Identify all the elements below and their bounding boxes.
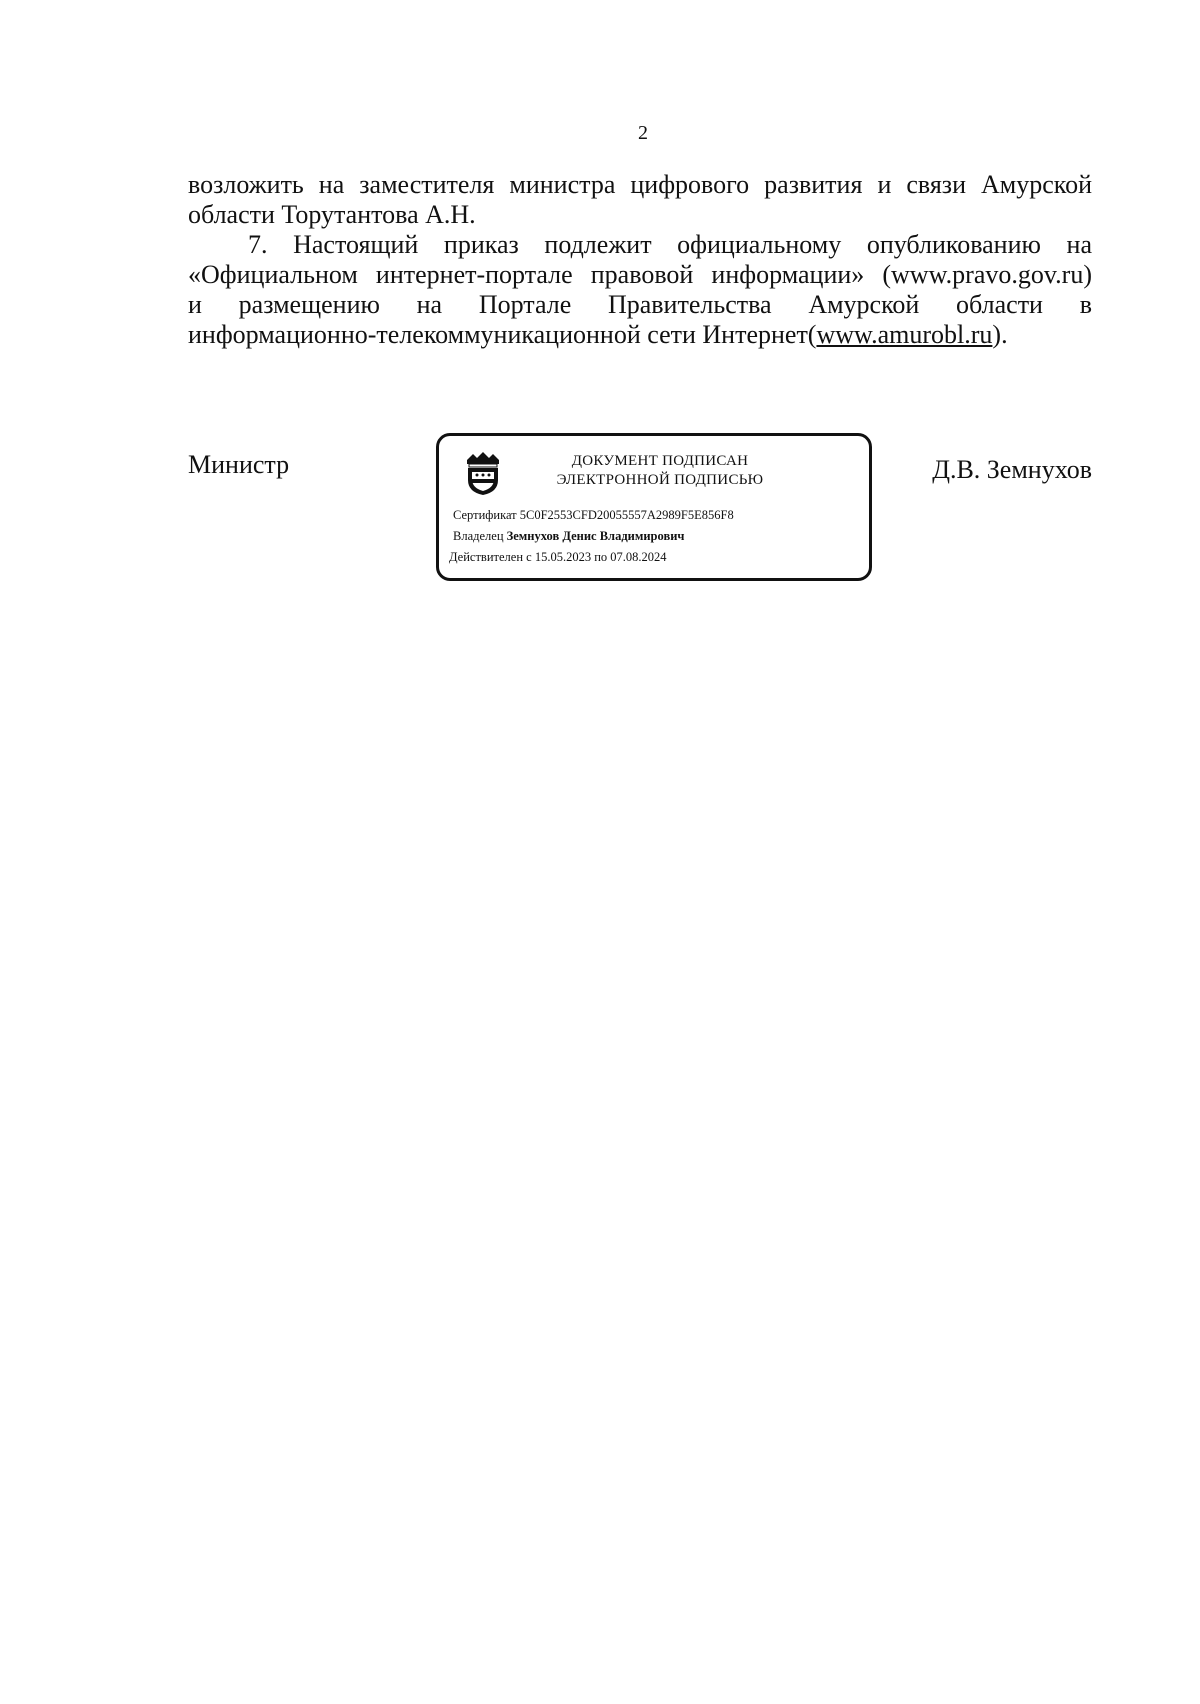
paragraph-7-line-3: и размещению на Портале Правительства Амурской области в xyxy=(188,290,1092,319)
owner-label: Владелец xyxy=(453,529,504,543)
certificate-value: 5C0F2553CFD20055557A2989F5E856F8 xyxy=(519,508,734,522)
amur-oblast-coat-of-arms-icon xyxy=(463,450,503,496)
stamp-heading xyxy=(535,452,785,490)
stamp-validity-row xyxy=(449,550,667,565)
line-4-suffix: ). xyxy=(992,320,1008,349)
amurobl-link[interactable]: www.amurobl.ru xyxy=(816,320,993,349)
paragraph-1-line-2: области Торутантова А.Н. xyxy=(188,200,476,229)
stamp-heading-line-1: ДОКУМЕНТ ПОДПИСАН xyxy=(571,453,749,469)
line-4-prefix: информационно-телекоммуникационной сети Интернет( xyxy=(188,320,817,349)
paragraph-1-line-1: возложить на заместителя министра цифрового развития и связи Амурской xyxy=(188,170,1092,199)
stamp-certificate-row xyxy=(453,508,734,523)
owner-value: Земнухов Денис Владимирович xyxy=(506,529,685,543)
valid-label: Действителен xyxy=(449,550,524,564)
signatory-name: Д.В. Земнухов xyxy=(932,455,1092,484)
signatory-title: Министр xyxy=(188,450,290,479)
paragraph-7-line-2: «Официальном интернет-портале правовой информации» (www.pravo.gov.ru) xyxy=(188,260,1092,289)
paragraph-7-line-1: 7. Настоящий приказ подлежит официальному опубликованию на xyxy=(248,230,1092,259)
electronic-signature-stamp xyxy=(436,433,872,581)
valid-to-prefix: по xyxy=(594,550,608,564)
certificate-label: Сертификат xyxy=(453,508,517,522)
stamp-owner-row xyxy=(453,529,684,544)
paragraph-7-line-4 xyxy=(188,320,1092,350)
valid-to-date: 07.08.2024 xyxy=(610,550,667,564)
valid-from-prefix: с xyxy=(526,550,532,564)
page-number: 2 xyxy=(638,122,648,144)
valid-from-date: 15.05.2023 xyxy=(534,550,592,564)
order-text xyxy=(188,170,1092,350)
stamp-heading-line-2: ЭЛЕКТРОННОЙ ПОДПИСЬЮ xyxy=(556,472,764,488)
